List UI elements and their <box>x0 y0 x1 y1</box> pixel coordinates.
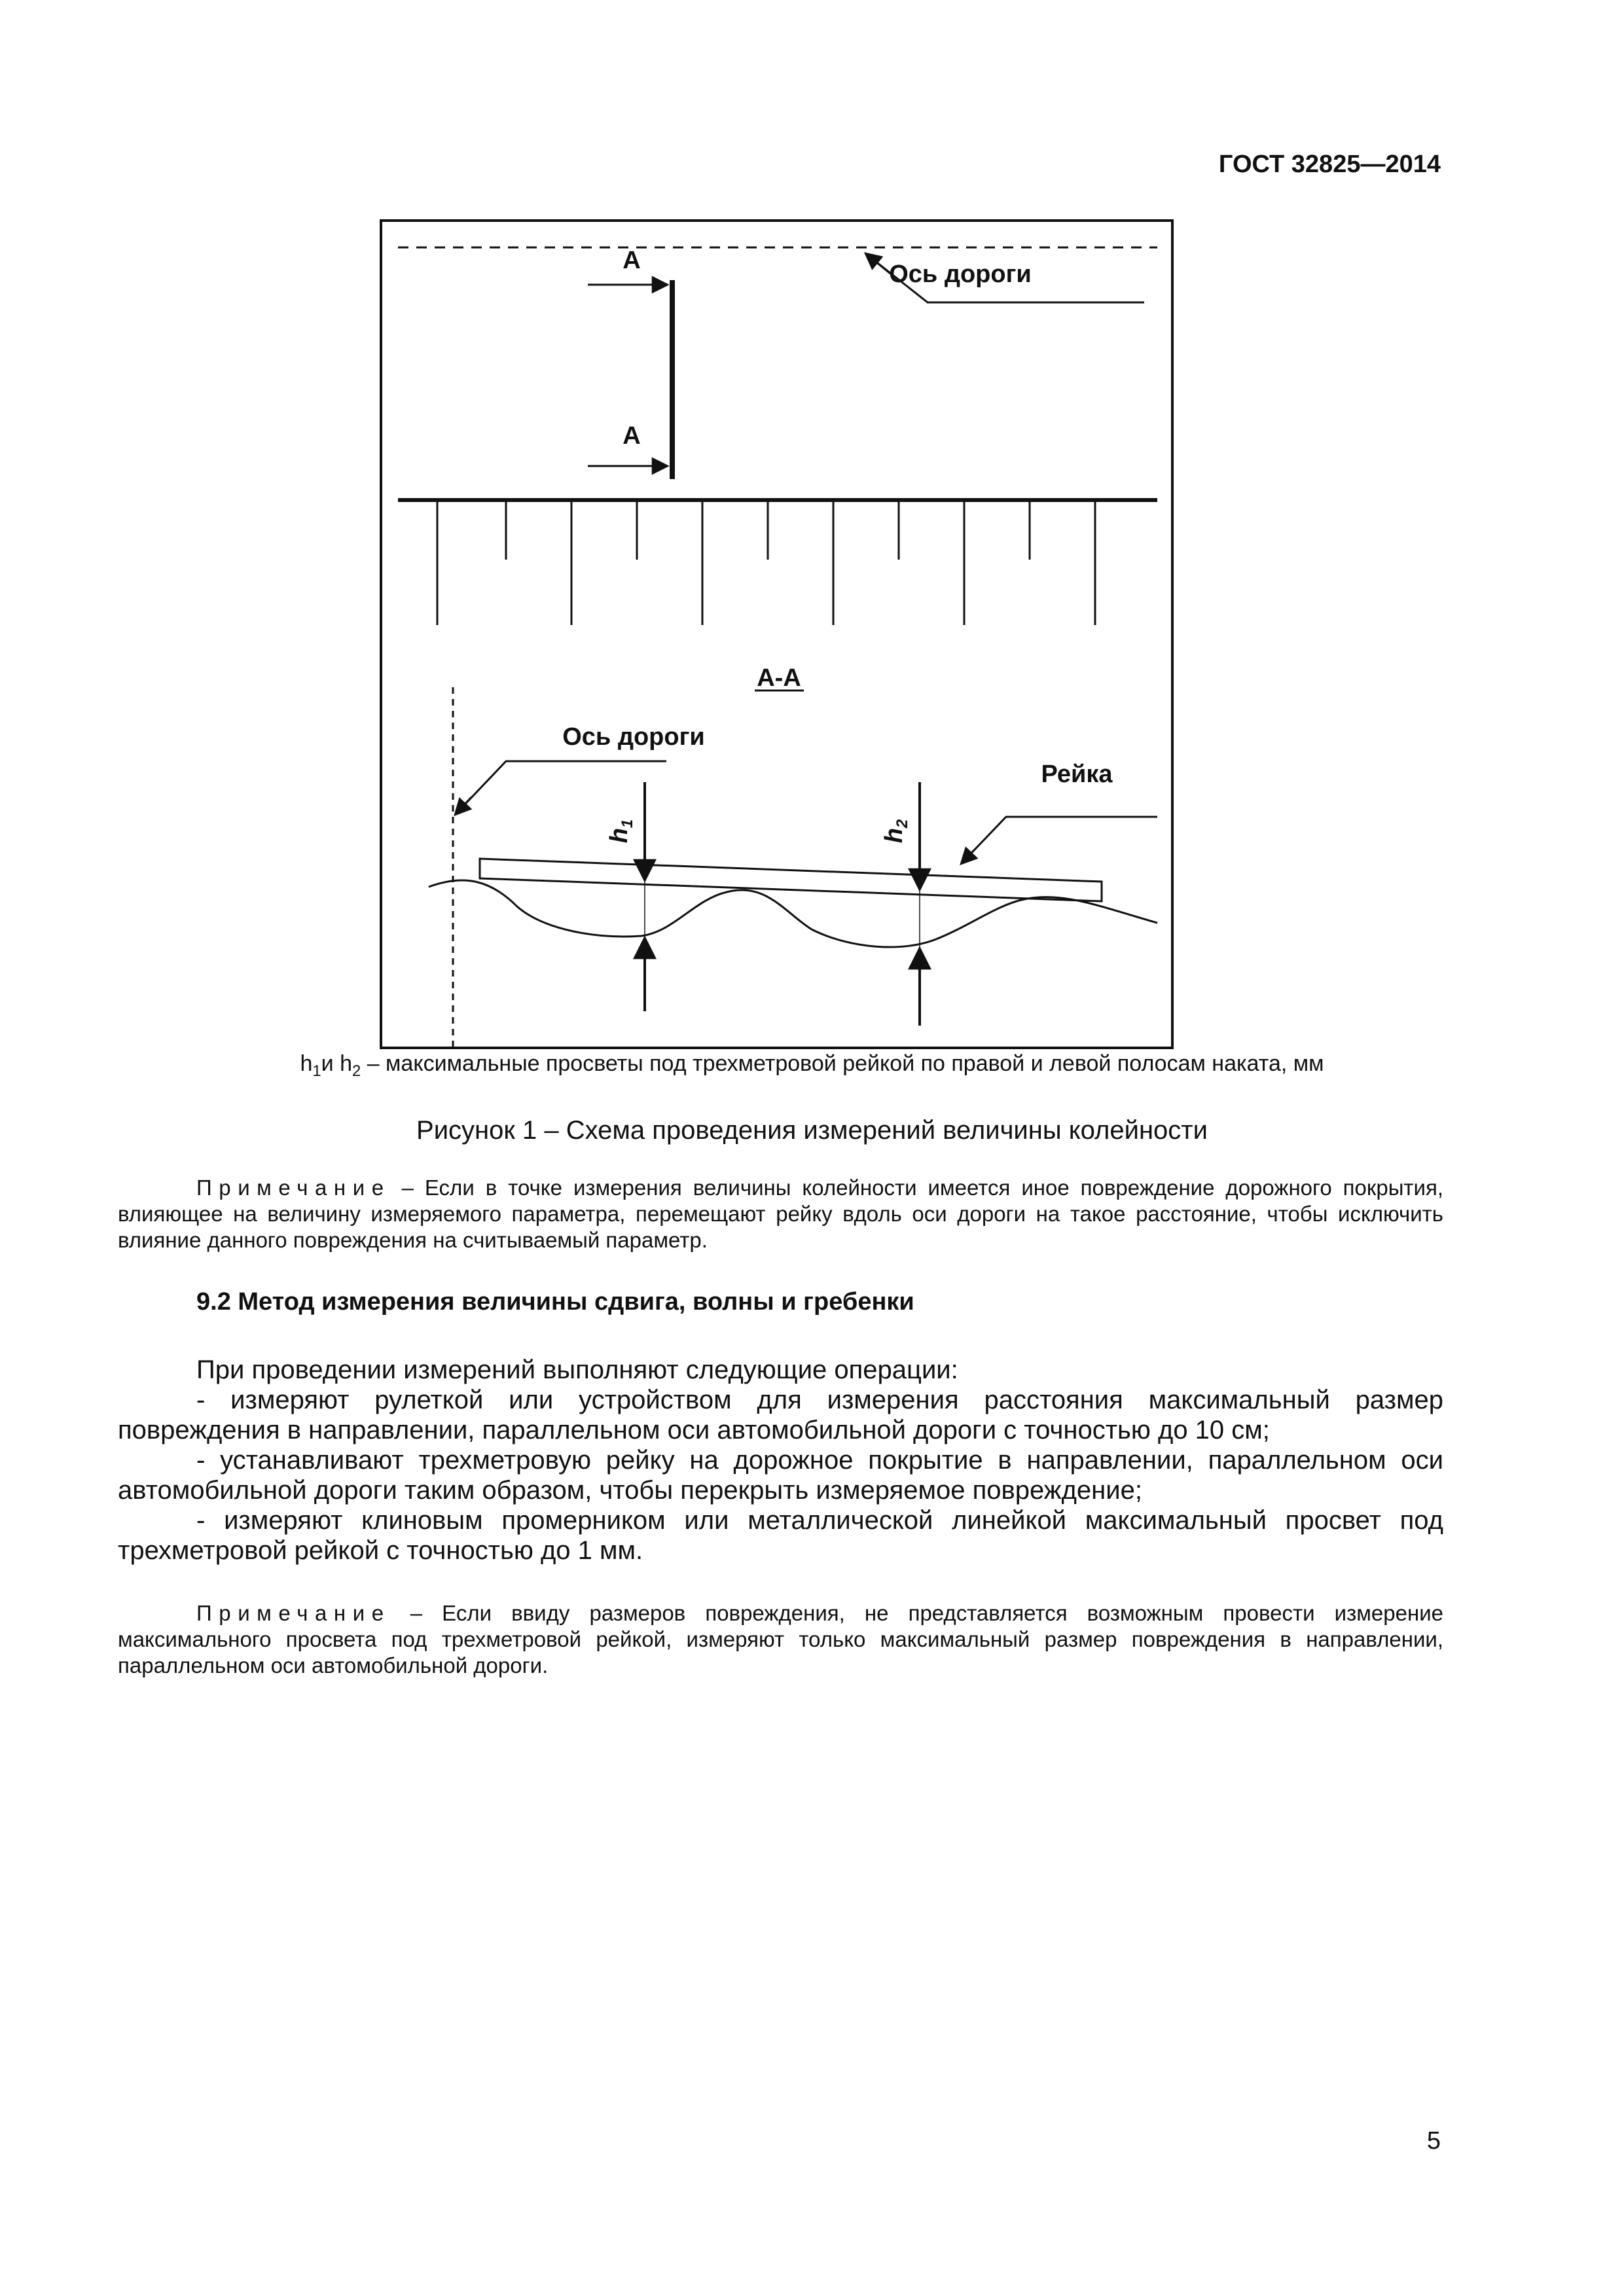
figure-caption: Рисунок 1 – Схема проведения измерений величины колейности <box>416 1116 1208 1145</box>
rail-label: Рейка <box>1041 761 1113 788</box>
body-item-2: - устанавливают трехметровую рейку на дорожное покрытие в направлении, параллельном оси автомобильной дороги таким образом, чтобы перекрыть измеряемое повреждение; <box>118 1446 1443 1505</box>
note-1-label: Примечание <box>196 1175 391 1200</box>
body-text <box>118 1355 1443 1566</box>
road-edge-ticks <box>437 500 1095 625</box>
note-2-text: – Если ввиду размеров повреждения, не представляется возможным провести измерение максимального просвета под трехметровой рейкой, измеряют только максимальный размер повреждения в направлении, параллельном оси автомобильной дороги. <box>118 1601 1443 1677</box>
note-2 <box>118 1600 1443 1679</box>
road-axis-pointer-section <box>455 797 471 815</box>
three-meter-rail <box>480 859 1102 901</box>
rail-pointer <box>961 849 975 864</box>
figure-frame <box>381 221 1172 1048</box>
section-label-a-top: А <box>623 247 641 274</box>
rail-leader <box>961 817 1157 864</box>
note-1 <box>118 1175 1443 1253</box>
standard-header: ГОСТ 32825—2014 <box>1218 151 1441 178</box>
note-1-text: – Если в точке измерения величины колейности имеется иное повреждение дорожного покрытия, влияющее на величину измеряемого параметра, перемещают рейку вдоль оси дороги на такое расстояние, чтобы исключить влияние данного повреждения на считываемый параметр. <box>118 1175 1443 1252</box>
note-2-label: Примечание <box>196 1601 391 1625</box>
figure-legend: $h_1и$ $h_2$ – максимальные просветы под трехметровой рейкой по правой и левой полосам наката, мм <box>300 1051 1324 1080</box>
section-label-a-bottom: А <box>623 422 641 450</box>
body-item-3: - измеряют клиновым промерником или металлической линейкой максимальный просвет под трехметровой рейкой с точностью до 1 мм. <box>118 1506 1443 1565</box>
figure-rut-measurement-scheme <box>380 219 1174 1049</box>
page-number: 5 <box>1426 2127 1441 2155</box>
body-intro: При проведении измерений выполняют следующие операции: <box>196 1355 958 1384</box>
h1-label: $h_1$ <box>605 819 636 844</box>
road-axis-leader-section <box>455 761 666 815</box>
h2-label: $h_2$ <box>880 819 911 844</box>
section-aa-title: А-А <box>757 664 801 692</box>
road-axis-label-section: Ось дороги <box>562 723 705 751</box>
section-heading: 9.2 Метод измерения величины сдвига, волны и гребенки <box>196 1288 914 1316</box>
body-item-1: - измеряют рулеткой или устройством для измерения расстояния максимальный размер повреждения в направлении, параллельном оси автомобильной дороги с точностью до 10 см; <box>118 1386 1443 1444</box>
road-axis-label-top: Ось дороги <box>889 260 1032 288</box>
